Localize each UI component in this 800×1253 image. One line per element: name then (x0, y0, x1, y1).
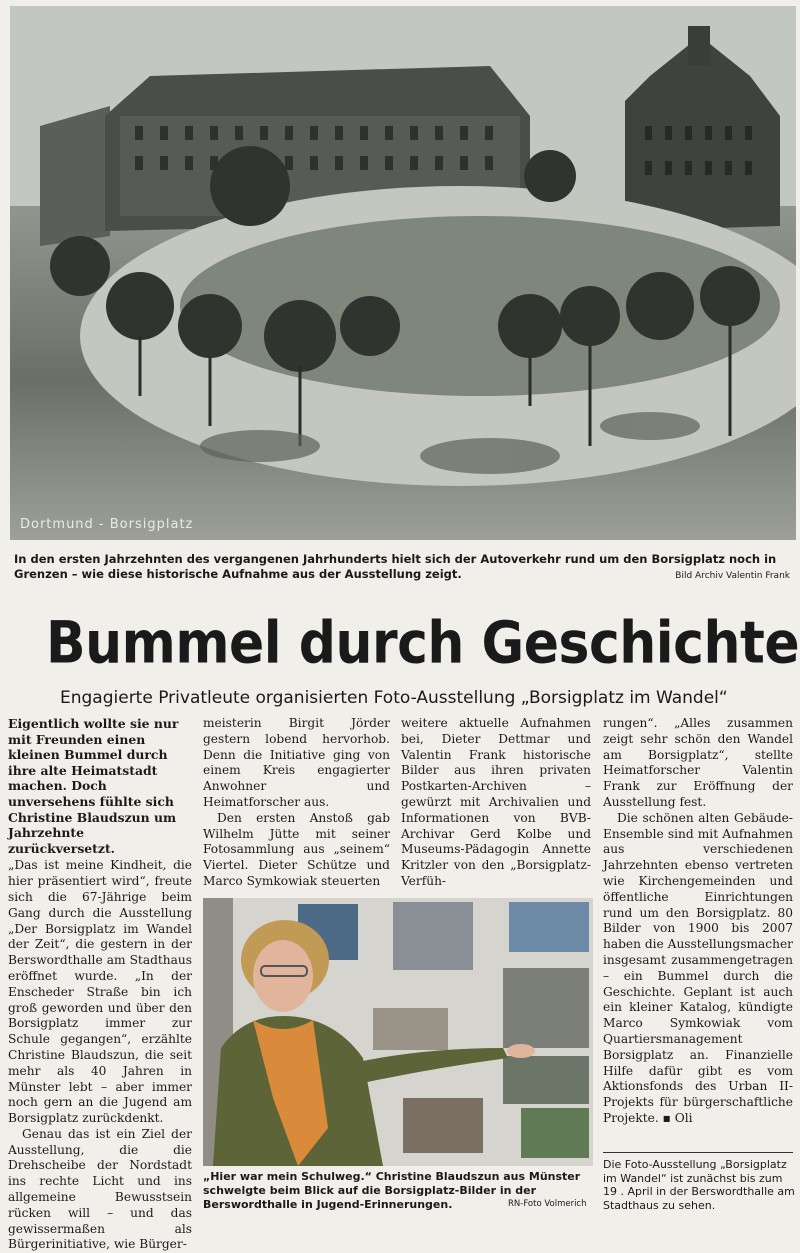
exhibition-photo-credit: RN-Foto Volmerich (508, 1199, 587, 1209)
subheadline: Engagierte Privatleute organisierten Foto-Ausstellung „Borsigplatz im Wandel“ (60, 688, 728, 708)
photo-label: Dortmund - Borsigplatz (20, 517, 194, 532)
exhibition-photo (203, 898, 593, 1166)
article-paragraph: Genau das ist ein Ziel der Ausstellung, die die Drehscheibe der Nordstadt ins rechte Licht und ins allgemeine Bewusstsein rücken will – und das gewissermaßen als Bürgerinitiative, wie Bürger- (8, 1126, 192, 1252)
photo-caption: In den ersten Jahrzehnten des vergangenen Jahrhunderts hielt sich der Autoverkehr rund um den Borsigplatz noch in Grenzen – wie diese historische Aufnahme aus der Ausstellung zeigt. (14, 552, 777, 581)
headline: Bummel durch Geschichte (46, 610, 800, 678)
article-paragraph: meisterin Birgit Jörder gestern lobend hervorhob. Denn die Initiative ging von einem Kreis engagierter Anwohner und Heimatforscher aus. (203, 716, 390, 809)
article-column-2 (203, 716, 390, 890)
article-column-3 (401, 716, 591, 890)
info-note: Die Foto-Ausstellung „Borsigplatz im Wandel“ ist zunächst bis zum 19 . April in der Berswordthalle am Stadthaus zu sehen. (603, 1158, 795, 1212)
article-lead: Eigentlich wollte sie nur mit Freunden einen kleinen Bummel durch ihre alte Heimatstadt machen. Doch unversehens fühlte sich Christine Blaudszun um Jahrzehnte zurückversetzt. (8, 716, 179, 856)
article-paragraph: Den ersten Anstoß gab Wilhelm Jütte mit seiner Fotosammlung aus „seinem“ Viertel. Dieter Schütze und Marco Symkowiak steuerten (203, 810, 390, 888)
article-paragraph: „Das ist meine Kindheit, die hier präsentiert wird“, freute sich die 67-Jährige beim Gang durch die Ausstellung „Der Borsigplatz im Wandel der Zeit“, die gestern in der Berswordthalle am Stadthaus eröffnet wurde. „In der Enscheder Straße bin ich groß geworden und über den Borsigplatz immer zur Schule gegangen“, erzählte Christine Blaudszun, die seit mehr als 40 Jahren in Münster lebt – aber immer noch gern an die Jugend am Borsigplatz zurückdenkt. (8, 858, 192, 1126)
divider (603, 1152, 793, 1153)
article-paragraph: rungen“. „Alles zusammen zeigt sehr schön den Wandel am Borsigplatz“, stellte Heimatforscher Valentin Frank zur Eröffnung der Ausstellung fest. (603, 716, 793, 809)
exhibition-photo-caption: „Hier war mein Schulweg.“ Christine Blaudszun aus Münster schwelgte beim Blick auf die Borsigplatz-Bilder in der Berswordthalle in Jugend-Erinnerungen. (203, 1170, 581, 1211)
historic-photo-drawing (10, 6, 796, 540)
article-column-1 (8, 716, 192, 1253)
photo-credit: Bild Archiv Valentin Frank (675, 571, 790, 581)
historic-photo (10, 6, 796, 540)
article-paragraph: Die schönen alten Gebäude-Ensemble sind mit Aufnahmen aus verschiedenen Jahrzehnten ebenso vertreten wie Kirchengemeinden und öffentliche Einrichtungen rund um den Borsigplatz. 80 Bilder von 1900 bis 2007 haben die Ausstellungsmacher insgesamt zusammengetragen – ein Bummel durch die Geschichte. Geplant ist auch ein kleiner Katalog, kündigte Marco Symkowiak vom Quartiersmanagement Borsigplatz an. Finanzielle Hilfe dafür gibt es vom Aktionsfonds des Urban II-Projekts für bürgerschaftliche Projekte. ▪ Oli (603, 810, 793, 1125)
article-column-4 (603, 716, 793, 1127)
exhibition-photo-drawing (203, 898, 593, 1166)
article-paragraph: weitere aktuelle Aufnahmen bei, Dieter Dettmar und Valentin Frank historische Bilder aus ihren privaten Postkarten-Archiven – gewürzt mit Archivalien und Informationen von BVB-Archivar Gerd Kolbe und Museums-Pädagogin Annette Kritzler von den „Borsigplatz-Verfüh- (401, 716, 591, 888)
